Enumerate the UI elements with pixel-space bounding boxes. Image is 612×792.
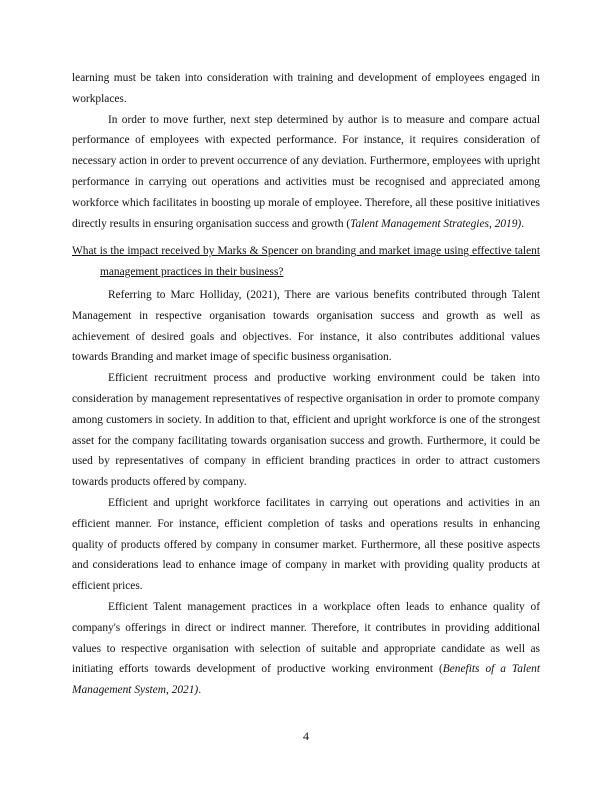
paragraph-text: In order to move further, next step determined by author is to measure and compare actual performance of employees with expected performance. For instance, it requires consideration of necessary action in order to prevent occurrence of any deviation. Furthermore, employees with upright performance in carrying out operations and activities must be recognised and appreciated among workforce which facilitates in boosting up morale of employee. Therefore, all these positive initiatives directly results in ensuring organisation success and growth (: [72, 113, 540, 230]
paragraph-text: Referring to Marc Holliday, (2021), There are various benefits contributed through Talent Management in respective organisation towards organisation success and growth as well as achievement of desired goals and objectives. For instance, it also contributes additional values towards Branding and market image of specific business organisation.: [72, 288, 540, 364]
paragraph-workforce: [72, 493, 540, 597]
paragraph-text: learning must be taken into consideration with training and development of employees engaged in workplaces.: [72, 72, 540, 105]
paragraph-text: Efficient recruitment process and productive working environment could be taken into consideration by management representatives of respective organisation in order to promote company among customers in society. In addition to that, efficient and upright workforce is one of the strongest asset for the company facilitating towards organisation success and growth. Furthermore, it could be used by representatives of company in efficient branding practices in order to attract customers towards products offered by company.: [72, 372, 540, 489]
citation: Talent Management Strategies, 2019): [350, 217, 522, 230]
section-heading: [72, 241, 540, 283]
paragraph-continuation: [72, 68, 540, 110]
heading-text: What is the impact received by Marks & Spencer on branding and market image using effective talent management practices in their business?: [72, 245, 540, 279]
paragraph-talent-practices: [72, 597, 540, 701]
paragraph-tail: .: [198, 684, 202, 697]
paragraph-holliday: [72, 285, 540, 368]
paragraph-performance: [72, 110, 540, 235]
page-number: 4: [303, 729, 309, 743]
paragraph-recruitment: [72, 368, 540, 493]
document-page: [72, 68, 540, 701]
paragraph-text: Efficient and upright workforce facilitates in carrying out operations and activities in an efficient manner. For instance, efficient completion of tasks and operations results in enhancing quality of products offered by company in consumer market. Furthermore, all these positive aspects and considerations lead to enhance image of company in market with providing quality products at efficient prices.: [72, 496, 540, 593]
paragraph-text: Efficient Talent management practices in a workplace often leads to enhance quality of company's offerings in direct or indirect manner. Therefore, it contributes in providing additional values to respective organisation with selection of suitable and appropriate candidate as well as initiating efforts towards development of productive working environment (: [72, 600, 540, 676]
citation: Benefits of a Talent Management System, 2021): [72, 663, 541, 697]
paragraph-tail: .: [521, 217, 525, 230]
